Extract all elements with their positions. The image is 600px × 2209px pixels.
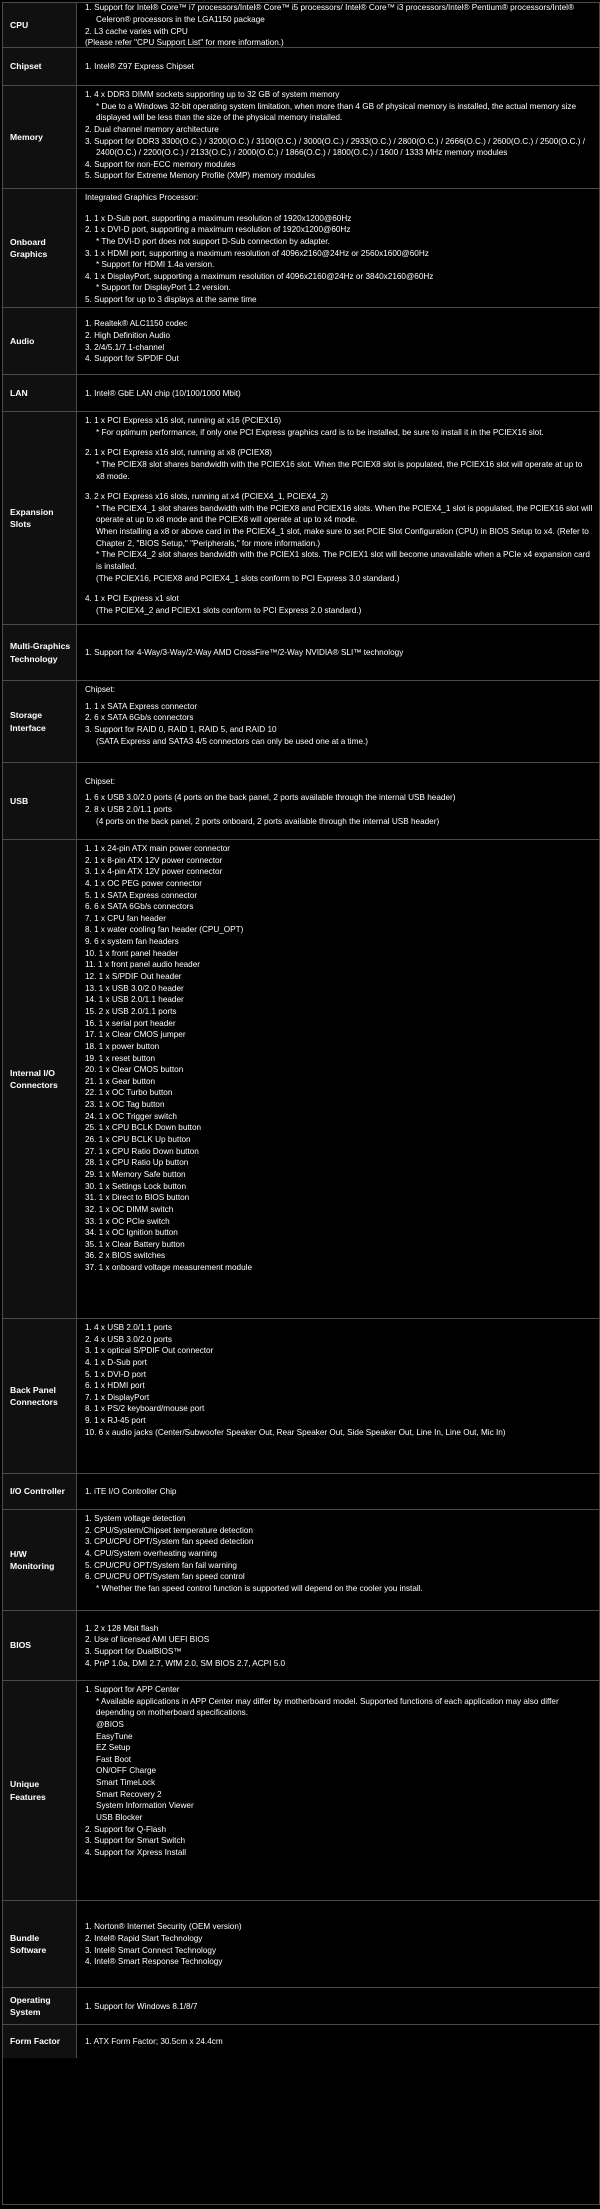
spec-line: 4. Support for S/PDIF Out <box>85 354 179 364</box>
spec-label: Audio <box>3 308 77 374</box>
spec-line: 31. 1 x Direct to BIOS button <box>85 1193 190 1203</box>
spec-line: 32. 1 x OC DIMM switch <box>85 1204 174 1214</box>
spec-line: * Support for DisplayPort 1.2 version. <box>96 283 231 293</box>
spec-line: 4. 1 x D-Sub port <box>85 1357 147 1367</box>
spec-line: 5. CPU/CPU OPT/System fan fail warning <box>85 1560 237 1570</box>
spec-row <box>3 762 599 839</box>
spec-value <box>77 1681 599 1900</box>
spec-line: 1. Support for APP Center <box>85 1685 180 1694</box>
spec-row <box>3 47 599 85</box>
spec-value <box>77 625 599 680</box>
spec-line: 23. 1 x OC Tag button <box>85 1100 165 1110</box>
spec-label: Chipset <box>3 48 77 85</box>
spec-line: 3. 1 x optical S/PDIF Out connector <box>85 1346 214 1356</box>
spec-line: 5. Support for up to 3 displays at the same time <box>85 295 257 305</box>
spec-line: 3. Support for Smart Switch <box>85 1836 186 1846</box>
spec-value <box>77 1510 599 1610</box>
spec-line: Chipset: <box>85 685 116 694</box>
spec-line: 2. 1 x 8-pin ATX 12V power connector <box>85 855 223 865</box>
spec-line: 18. 1 x power button <box>85 1041 160 1051</box>
spec-line: 25. 1 x CPU BCLK Down button <box>85 1123 202 1133</box>
spec-line: 4. Support for non-ECC memory modules <box>85 159 236 169</box>
spec-line: System Information Viewer <box>96 1801 194 1811</box>
spec-row <box>3 3 599 47</box>
spec-label: Form Factor <box>3 2025 77 2058</box>
spec-line: * The PCIEX8 slot shares bandwidth with the PCIEX16 slot. When the PCIEX8 slot is populated, the PCIEX16 slot will operate at up to <box>96 459 583 469</box>
spec-line: 4. Intel® Smart Response Technology <box>85 1957 223 1967</box>
spec-line: is installed. <box>96 562 137 572</box>
spec-line: 3. Support for DDR3 3300(O.C.) / 3200(O.C.) / 3100(O.C.) / 3000(O.C.) / 2933(O.C.) / 2800(O.C.) / 2666(O.C.) / 2600(O.C.) / 2500(O.C.) / <box>85 136 586 146</box>
spec-line: 2. Dual channel memory architecture <box>85 124 219 134</box>
spacer <box>85 617 592 624</box>
spec-line: 8. 1 x water cooling fan header (CPU_OPT) <box>85 925 244 935</box>
spec-value <box>77 1474 599 1509</box>
spec-line: 1. Support for 4-Way/3-Way/2-Way AMD CrossFire™/2-Way NVIDIA® SLI™ technology <box>85 648 404 658</box>
spec-label: Unique Features <box>3 1681 77 1900</box>
spec-line: 1. 4 x USB 2.0/1.1 ports <box>85 1323 172 1332</box>
spec-line: 1. Support for Windows 8.1/8/7 <box>85 2001 198 2011</box>
spec-line: 19. 1 x reset button <box>85 1053 156 1063</box>
spec-label: Back Panel Connectors <box>3 1319 77 1473</box>
spec-line: Integrated Graphics Processor: <box>85 193 199 202</box>
spec-line: 4. 1 x OC PEG power connector <box>85 878 202 888</box>
spec-label: USB <box>3 763 77 839</box>
spec-line: 1. 2 x 128 Mbit flash <box>85 1623 159 1633</box>
spacer <box>85 204 591 213</box>
spec-line: 13. 1 x USB 3.0/2.0 header <box>85 983 184 993</box>
spec-line: (Please refer "CPU Support List" for more information.) <box>85 38 284 47</box>
spec-line: 2. 8 x USB 2.0/1.1 ports <box>85 805 172 814</box>
spec-line: Fast Boot <box>96 1754 132 1764</box>
spec-line: 3. Support for DualBIOS™ <box>85 1647 182 1656</box>
spec-line: 29. 1 x Memory Safe button <box>85 1169 186 1179</box>
spec-row <box>3 2024 599 2058</box>
spec-row <box>3 411 599 624</box>
spacer <box>85 438 592 447</box>
spec-line: 4. Support for Xpress Install <box>85 1847 187 1857</box>
spec-label: Multi-Graphics Technology <box>3 625 77 680</box>
spec-label: Bundle Software <box>3 1901 77 1987</box>
spec-row <box>3 839 599 1318</box>
spec-line: 6. CPU/CPU OPT/System fan speed control <box>85 1572 245 1582</box>
spec-line: * Whether the fan speed control function is supported will depend on the cooler you install. <box>96 1583 423 1593</box>
spec-line: 7. 1 x DisplayPort <box>85 1392 150 1402</box>
spacer <box>85 584 592 593</box>
spec-row <box>3 680 599 762</box>
spec-line: 2. 1 x DVI-D port, supporting a maximum resolution of 1920x1200@60Hz <box>85 225 351 235</box>
spec-line: 1. Intel® GbE LAN chip (10/100/1000 Mbit) <box>85 388 241 398</box>
spec-line: 2. 4 x USB 3.0/2.0 ports <box>85 1334 172 1344</box>
spec-line: 1. Support for Intel® Core™ i7 processors/Intel® Core™ i5 processors/ Intel® Core™ i3 processors/Intel® Pentium® processors/Intel® <box>85 3 574 13</box>
spec-line: 35. 1 x Clear Battery button <box>85 1239 185 1249</box>
spec-value <box>77 412 599 624</box>
spec-line: When installing a x8 or above card in the PCIEX4_1 slot, make sure to set PCIE Slot Configuration (CPU) in BIOS Setup to x4. (Refer to <box>96 527 589 537</box>
spec-line: 37. 1 x onboard voltage measurement module <box>85 1263 253 1273</box>
spec-value <box>77 1901 599 1987</box>
spec-line: 17. 1 x Clear CMOS jumper <box>85 1030 186 1040</box>
spec-line: 6. 1 x HDMI port <box>85 1381 145 1391</box>
spec-line: 1. Realtek® ALC1150 codec <box>85 319 188 329</box>
spec-line: 1. 1 x D-Sub port, supporting a maximum resolution of 1920x1200@60Hz <box>85 213 352 223</box>
spec-line: 4. CPU/System overheating warning <box>85 1548 217 1558</box>
spec-line: 3. 2/4/5.1/7.1-channel <box>85 342 165 352</box>
spec-line: 2400(O.C.) / 2200(O.C.) / 2133(O.C.) / 2000(O.C.) / 1866(O.C.) / 1800(O.C.) / 1600 / 1333 MHz memory modules <box>96 148 508 158</box>
spec-line: 6. 6 x SATA 6Gb/s connectors <box>85 902 194 912</box>
spec-line: 27. 1 x CPU Ratio Down button <box>85 1146 199 1156</box>
spec-value <box>77 308 599 374</box>
spec-line: 36. 2 x BIOS switches <box>85 1251 166 1261</box>
spec-line: 11. 1 x front panel audio header <box>85 960 201 970</box>
spec-label: Expansion Slots <box>3 412 77 624</box>
spec-row <box>3 307 599 374</box>
spec-line: 14. 1 x USB 2.0/1.1 header <box>85 995 184 1005</box>
spec-line: 3. Support for RAID 0, RAID 1, RAID 5, and RAID 10 <box>85 724 277 734</box>
spec-line: 10. 6 x audio jacks (Center/Subwoofer Speaker Out, Rear Speaker Out, Side Speaker Out, Line In, Line Out, Mic In) <box>85 1427 506 1437</box>
spec-row <box>3 374 599 411</box>
spec-row <box>3 1987 599 2024</box>
spec-line: 28. 1 x CPU Ratio Up button <box>85 1158 189 1168</box>
spec-value <box>77 86 599 188</box>
spec-label: I/O Controller <box>3 1474 77 1509</box>
spec-label: Memory <box>3 86 77 188</box>
spec-value <box>77 1319 599 1473</box>
spec-value <box>77 48 599 85</box>
spec-line: 4. 1 x DisplayPort, supporting a maximum resolution of 4096x2160@24Hz or 3840x2160@60Hz <box>85 271 434 281</box>
spec-line: (4 ports on the back panel, 2 ports onboard, 2 ports available through the internal USB header) <box>96 816 440 826</box>
spec-line: (The PCIEX4_2 and PCIEX1 slots conform to PCI Express 2.0 standard.) <box>96 605 362 615</box>
spec-line: 2. 1 x PCI Express x16 slot, running at x8 (PCIEX8) <box>85 448 273 458</box>
spec-line: x8 mode. <box>96 471 130 481</box>
spec-line: 9. 6 x system fan headers <box>85 937 179 947</box>
spec-line: * The PCIEX4_1 slot shares bandwidth with the PCIEX8 and PCIEX16 slots. When the PCIEX4_1 slot is populated, the PCIEX16 slot will <box>96 503 593 513</box>
spec-line: displayed will be less than the size of the physical memory installed. <box>96 113 343 123</box>
spec-line: 5. 1 x DVI-D port <box>85 1369 146 1379</box>
spec-line: 2. L3 cache varies with CPU <box>85 26 188 36</box>
spec-line: 30. 1 x Settings Lock button <box>85 1181 187 1191</box>
spec-value <box>77 840 599 1318</box>
spec-table <box>2 2 600 2205</box>
spec-line: Smart TimeLock <box>96 1778 156 1788</box>
spec-line: 3. 2 x PCI Express x16 slots, running at x4 (PCIEX4_1, PCIEX4_2) <box>85 492 329 502</box>
spec-line: 1. 1 x PCI Express x16 slot, running at x16 (PCIEX16) <box>85 416 282 425</box>
spec-line: * Due to a Windows 32-bit operating system limitation, when more than 4 GB of physical memory is installed, the actual memory size <box>96 101 577 111</box>
spec-line: 10. 1 x front panel header <box>85 948 179 958</box>
spec-line: * The DVI-D port does not support D-Sub connection by adapter. <box>96 236 330 246</box>
spec-line: 5. Support for Extreme Memory Profile (XMP) memory modules <box>85 171 316 181</box>
spec-line: @BIOS <box>96 1719 124 1729</box>
spec-row <box>3 624 599 680</box>
spec-line: 1. 1 x SATA Express connector <box>85 701 198 711</box>
spec-line: 16. 1 x serial port header <box>85 1018 176 1028</box>
spec-line: operate at up to x8 mode and the PCIEX8 will operate at up to x4 mode. <box>96 515 358 525</box>
spec-label: Internal I/O Connectors <box>3 840 77 1318</box>
spec-line: 3. 1 x 4-pin ATX 12V power connector <box>85 867 223 877</box>
spec-line: 34. 1 x OC Ignition button <box>85 1228 178 1238</box>
spec-line: 2. High Definition Audio <box>85 330 171 340</box>
spec-line: EasyTune <box>96 1731 133 1741</box>
spec-row <box>3 188 599 307</box>
spec-line: 1. 1 x 24-pin ATX main power connector <box>85 844 231 853</box>
spec-line: Celeron® processors in the LGA1150 package <box>96 14 265 24</box>
spec-line: 1. ATX Form Factor; 30.5cm x 24.4cm <box>85 2037 223 2047</box>
spec-line: 4. PnP 1.0a, DMI 2.7, WfM 2.0, SM BIOS 2.7, ACPI 5.0 <box>85 1658 286 1668</box>
spec-label: Operating System <box>3 1988 77 2024</box>
spec-value <box>77 1611 599 1680</box>
spec-row <box>3 1318 599 1473</box>
spec-line: Chapter 2, "BIOS Setup," "Peripherals," for more information.) <box>96 538 321 548</box>
spec-line: * For optimum performance, if only one PCI Express graphics card is to be installed, be sure to install it in the PCIEX16 slot. <box>96 427 544 437</box>
spacer <box>85 482 592 491</box>
spec-value <box>77 1988 599 2024</box>
spec-line: 4. 1 x PCI Express x1 slot <box>85 594 179 604</box>
spec-row <box>3 1610 599 1680</box>
spec-line: ON/OFF Charge <box>96 1766 157 1776</box>
spec-line: 1. 4 x DDR3 DIMM sockets supporting up to 32 GB of system memory <box>85 90 340 99</box>
spec-line: 20. 1 x Clear CMOS button <box>85 1065 184 1075</box>
spec-value <box>77 763 599 839</box>
spec-row <box>3 1680 599 1900</box>
spec-line: (The PCIEX16, PCIEX8 and PCIEX4_1 slots conform to PCI Express 3.0 standard.) <box>96 573 400 583</box>
spec-line: 2. 6 x SATA 6Gb/s connectors <box>85 713 194 723</box>
spec-value <box>77 375 599 411</box>
spec-line: 3. CPU/CPU OPT/System fan speed detection <box>85 1537 254 1547</box>
spec-row <box>3 1900 599 1987</box>
spec-line: 3. Intel® Smart Connect Technology <box>85 1945 217 1955</box>
spec-row <box>3 85 599 188</box>
spec-line: * The PCIEX4_2 slot shares bandwidth with the PCIEX1 slots. The PCIEX1 slot will become unavailable when a PCIe x4 expansion card <box>96 550 590 560</box>
spec-line: (SATA Express and SATA3 4/5 connectors can only be used one at a time.) <box>96 736 368 746</box>
spec-line: 15. 2 x USB 2.0/1.1 ports <box>85 1006 177 1016</box>
spec-line: 22. 1 x OC Turbo button <box>85 1088 173 1098</box>
spec-line: 7. 1 x CPU fan header <box>85 913 167 923</box>
spec-line: 2. Use of licensed AMI UEFI BIOS <box>85 1635 210 1645</box>
spec-label: BIOS <box>3 1611 77 1680</box>
spec-line: Smart Recovery 2 <box>96 1789 162 1799</box>
spec-line: 2. Intel® Rapid Start Technology <box>85 1933 203 1943</box>
spec-line: 3. 1 x HDMI port, supporting a maximum resolution of 4096x2160@24Hz or 2560x1600@60Hz <box>85 248 429 258</box>
spec-line: Chipset: <box>85 776 116 786</box>
spec-line: * Support for HDMI 1.4a version. <box>96 260 215 270</box>
spec-label: Storage Interface <box>3 681 77 762</box>
spec-line: EZ Setup <box>96 1743 131 1753</box>
spec-line: 1. iTE I/O Controller Chip <box>85 1487 177 1497</box>
spec-label: CPU <box>3 3 77 47</box>
spec-label: LAN <box>3 375 77 411</box>
spec-line: 1. Norton® Internet Security (OEM version) <box>85 1922 242 1932</box>
spec-value <box>77 2025 599 2058</box>
spec-line: USB Blocker <box>96 1813 143 1823</box>
spec-line: 9. 1 x RJ-45 port <box>85 1416 146 1426</box>
spec-line: 1. 6 x USB 3.0/2.0 ports (4 ports on the back panel, 2 ports available through the internal USB header) <box>85 793 456 803</box>
spec-value <box>77 189 599 307</box>
spec-label: H/W Monitoring <box>3 1510 77 1610</box>
spec-line: 21. 1 x Gear button <box>85 1076 156 1086</box>
spec-line: 2. Support for Q-Flash <box>85 1824 166 1834</box>
spec-line: * Available applications in APP Center may differ by motherboard model. Supported functions of each application may also differ <box>96 1696 559 1706</box>
spec-row <box>3 1509 599 1610</box>
spec-line: 1. Intel® Z97 Express Chipset <box>85 62 194 72</box>
spec-line: 12. 1 x S/PDIF Out header <box>85 972 182 982</box>
spec-line: 1. System voltage detection <box>85 1514 186 1523</box>
spec-value <box>77 681 599 762</box>
spec-line: 26. 1 x CPU BCLK Up button <box>85 1135 191 1145</box>
spec-line: 5. 1 x SATA Express connector <box>85 890 198 900</box>
spec-line: 2. CPU/System/Chipset temperature detection <box>85 1525 253 1535</box>
spec-value <box>77 3 599 47</box>
spec-line: depending on motherboard specifications. <box>96 1708 249 1718</box>
spec-row <box>3 1473 599 1509</box>
spec-line: 8. 1 x PS/2 keyboard/mouse port <box>85 1404 205 1414</box>
spec-label: Onboard Graphics <box>3 189 77 307</box>
spec-line: 24. 1 x OC Trigger switch <box>85 1111 177 1121</box>
spec-line: 33. 1 x OC PCIe switch <box>85 1216 170 1226</box>
